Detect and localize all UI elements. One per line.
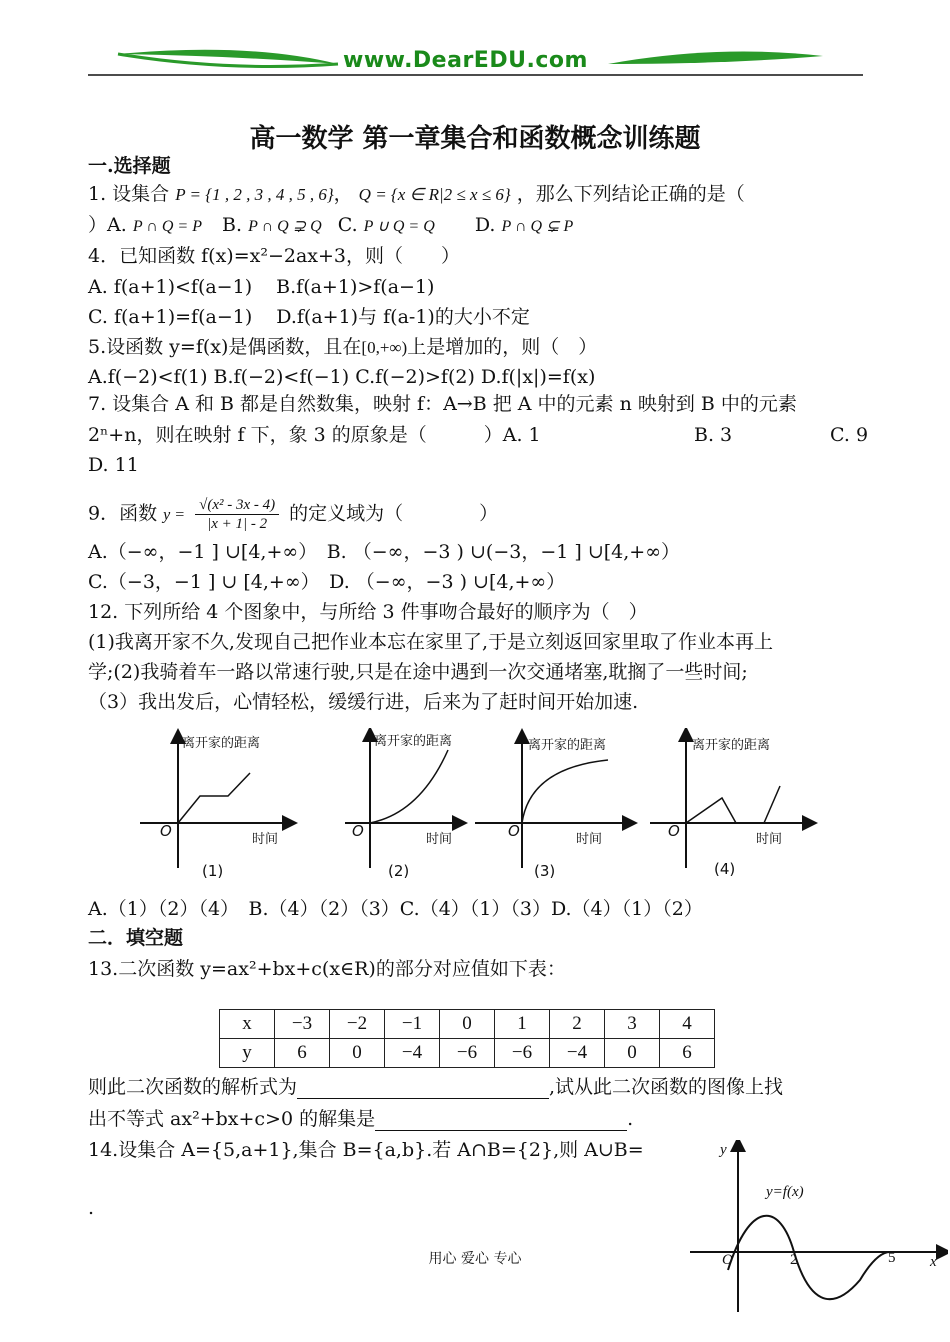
question-1-line1: 1. 设集合 P = {1 , 2 , 3 , 4 , 5 , 6}， Q = {x ∈ R|2 ≤ x ≤ 6} ，那么下列结论正确的是（ [88,183,745,205]
q7-line2-a: 2ⁿ+n，则在映射 f 下，象 3 的原象是（ ）A. 1 [88,424,541,446]
table-cell: 0 [330,1039,385,1068]
question-13-stem: 13.二次函数 y=ax²+bx+c(x∈R)的部分对应值如下表： [88,958,566,980]
table-cell: −4 [385,1039,440,1068]
q1-close: ）A. [88,214,127,236]
graph-2 [345,734,460,868]
graph-3-ylabel: 离开家的距离 [528,738,607,753]
q1-prefix: 1. 设集合 [88,183,170,205]
table-row-y [220,1039,715,1068]
table-header-y: y [220,1039,275,1068]
q1-tail: ，那么下列结论正确的是（ [516,183,745,205]
table-cell: 6 [275,1039,330,1068]
q13-line1-b: ,试从此二次函数的图像上找 [549,1076,784,1098]
graph14-tick-2: 2 [790,1252,798,1268]
q9-denominator: |x + 1| - 2 [207,516,268,532]
graph-3-caption: (3) [534,862,556,880]
question-7-line1: 7. 设集合 A 和 B 都是自然数集，映射 f：A→B 把 A 中的元素 n 映射到 B 中的元素 [88,393,797,415]
graph-3-origin: O [508,822,520,840]
table-cell: −4 [550,1039,605,1068]
question-5-stem [88,335,597,360]
question-12-event1: (1)我离开家不久,发现自己把作业本忘在家里了,于是立刻返回家里取了作业本再上 [88,631,773,653]
section-fill-heading: 二．填空题 [88,927,184,949]
q9-y-equals: y = [163,506,186,524]
question-13-blank-line2 [88,1107,633,1131]
table-cell: 0 [605,1039,660,1068]
question-12-stem: 12. 下列所给 4 个图象中，与所给 3 件事吻合最好的顺序为（ ） [88,601,648,623]
question-9-options-ab: A.（−∞，−1 ] ∪[4,+∞） B. （−∞，−3 ) ∪(−3，−1 ] ∪[4,+∞） [88,541,681,563]
q13-line2-a: 出不等式 ax²+bx+c>0 的解集是 [88,1108,376,1130]
question-4-options-ab [88,275,434,299]
question-12-answers: A.（1）（2）（4） B.（4）（2）（3）C.（4）（1）（3）D.（4）（1）（2） [88,898,703,920]
question-12-graphs [130,728,820,888]
table-cell: −2 [330,1010,385,1039]
page-title: 高一数学 第一章集合和函数概念训练题 [249,124,701,154]
graph-2-ylabel: 离开家的距离 [374,734,453,749]
graph-1-caption: (1) [202,862,224,880]
q9-prefix: 9．函数 [88,502,158,525]
q5-stem-a: 5.设函数 y=f(x)是偶函数，且在 [88,336,362,358]
q7-option-b: B. 3 [694,424,733,446]
question-7-option-d: D. 11 [88,454,139,476]
graph-2-origin: O [352,822,364,840]
page-footer: 用心 爱心 专心 [428,1251,522,1267]
q1-label-b: B. [222,214,243,236]
question-4-options-cd [88,305,530,329]
graph14-tick-5: 5 [888,1250,896,1266]
q1-option-c: P ∪ Q = Q [363,218,435,235]
graph14-origin: O [722,1252,733,1268]
graph-1-origin: O [160,822,172,840]
graph-4-origin: O [668,822,680,840]
graph-1-xlabel: 时间 [252,832,279,847]
q13-answer-blank-1[interactable] [297,1080,549,1099]
table-cell: −3 [275,1010,330,1039]
q1-label-d: D. [474,214,496,236]
graph14-ylabel: y [720,1142,727,1158]
question-12-event3: （3）我出发后，心情轻松，缓缓行进，后来为了赶时间开始加速. [88,691,639,713]
header-banner [88,42,863,82]
q1-set-p: P = {1 , 2 , 3 , 4 , 5 , 6} [175,185,334,204]
q5-stem-b: 上是增加的，则（ ） [407,336,598,358]
q1-option-a: P ∩ Q = P [132,218,202,235]
q9-fraction [195,496,279,533]
table-cell: 3 [605,1010,660,1039]
q4-option-d: D.f(a+1)与 f(a-1)的大小不定 [276,306,530,328]
q4-option-a: A. f(a+1)<f(a−1) [88,276,253,298]
graph-4-caption: (4) [714,860,736,878]
table-cell: −6 [440,1039,495,1068]
question-9-stem [88,496,498,536]
question-7-line2 [88,423,869,447]
q7-option-c: C. 9 [830,424,869,446]
sine-like-graph [690,1140,948,1316]
graph-4 [650,734,810,868]
question-9-options-cd: C.（−3，−1 ] ∪ [4,+∞） D. （−∞，−3 ) ∪[4,+∞） [88,571,566,593]
graph-2-caption: (2) [388,862,410,880]
value-table [219,1009,715,1068]
table-cell: 1 [495,1010,550,1039]
question-14-stem: 14.设集合 A={5,a+1},集合 B={a,b}.若 A∩B={2},则 A∪B= [88,1139,644,1161]
graph14-function-label: y=f(x) [766,1184,804,1200]
q13-answer-blank-2[interactable] [375,1112,627,1131]
sine-like-graph-svg [690,1140,948,1316]
q1-label-c: C. [337,214,358,236]
graph-1-ylabel: 离开家的距离 [182,736,261,751]
q4-option-c: C. f(a+1)=f(a−1) [88,306,253,328]
table-cell: 6 [660,1039,715,1068]
site-name[interactable]: www.DearEDU.com [343,48,588,73]
table-header-x: x [220,1010,275,1039]
question-12-event2: 学;(2)我骑着车一路以常速行驶,只是在途中遇到一次交通堵塞,耽搁了一些时间; [88,661,748,683]
graph-4-ylabel: 离开家的距离 [692,738,771,753]
question-13-blank-line1 [88,1075,783,1099]
section-choice-heading: 一.选择题 [88,155,171,177]
q9-numerator: √(x² - 3x - 4) [195,496,279,515]
q13-line1-a: 则此二次函数的解析式为 [88,1076,298,1098]
table-cell: 0 [440,1010,495,1039]
table-cell: 2 [550,1010,605,1039]
q5-interval: [0,+∞) [361,338,408,357]
question-4-stem: 4．已知函数 f(x)=x²−2ax+3，则（ ） [88,245,461,267]
graph-1 [140,736,290,868]
q1-set-q: Q = {x ∈ R|2 ≤ x ≤ 6} [358,185,511,204]
graph-3-xlabel: 时间 [576,832,603,847]
table-row-x [220,1010,715,1039]
q1-option-d: P ∩ Q ⊊ P [501,218,574,235]
q9-tail: 的定义域为（ ） [289,502,499,525]
q1-option-b: P ∩ Q ⊋ Q [248,218,322,235]
table-cell: −1 [385,1010,440,1039]
q13-line2-b: . [627,1108,634,1130]
question-14-dot: . [88,1197,95,1219]
graph-3 [475,736,630,868]
q4-option-b: B.f(a+1)>f(a−1) [276,276,435,298]
question-5-options: A.f(−2)<f(1) B.f(−2)<f(−1) C.f(−2)>f(2) D.f(|x|)=f(x) [88,366,596,388]
graph14-xlabel: x [930,1254,937,1270]
table-cell: 4 [660,1010,715,1039]
graph-2-xlabel: 时间 [426,832,453,847]
question-1-options [88,213,573,239]
graph-4-xlabel: 时间 [756,832,783,847]
table-cell: −6 [495,1039,550,1068]
